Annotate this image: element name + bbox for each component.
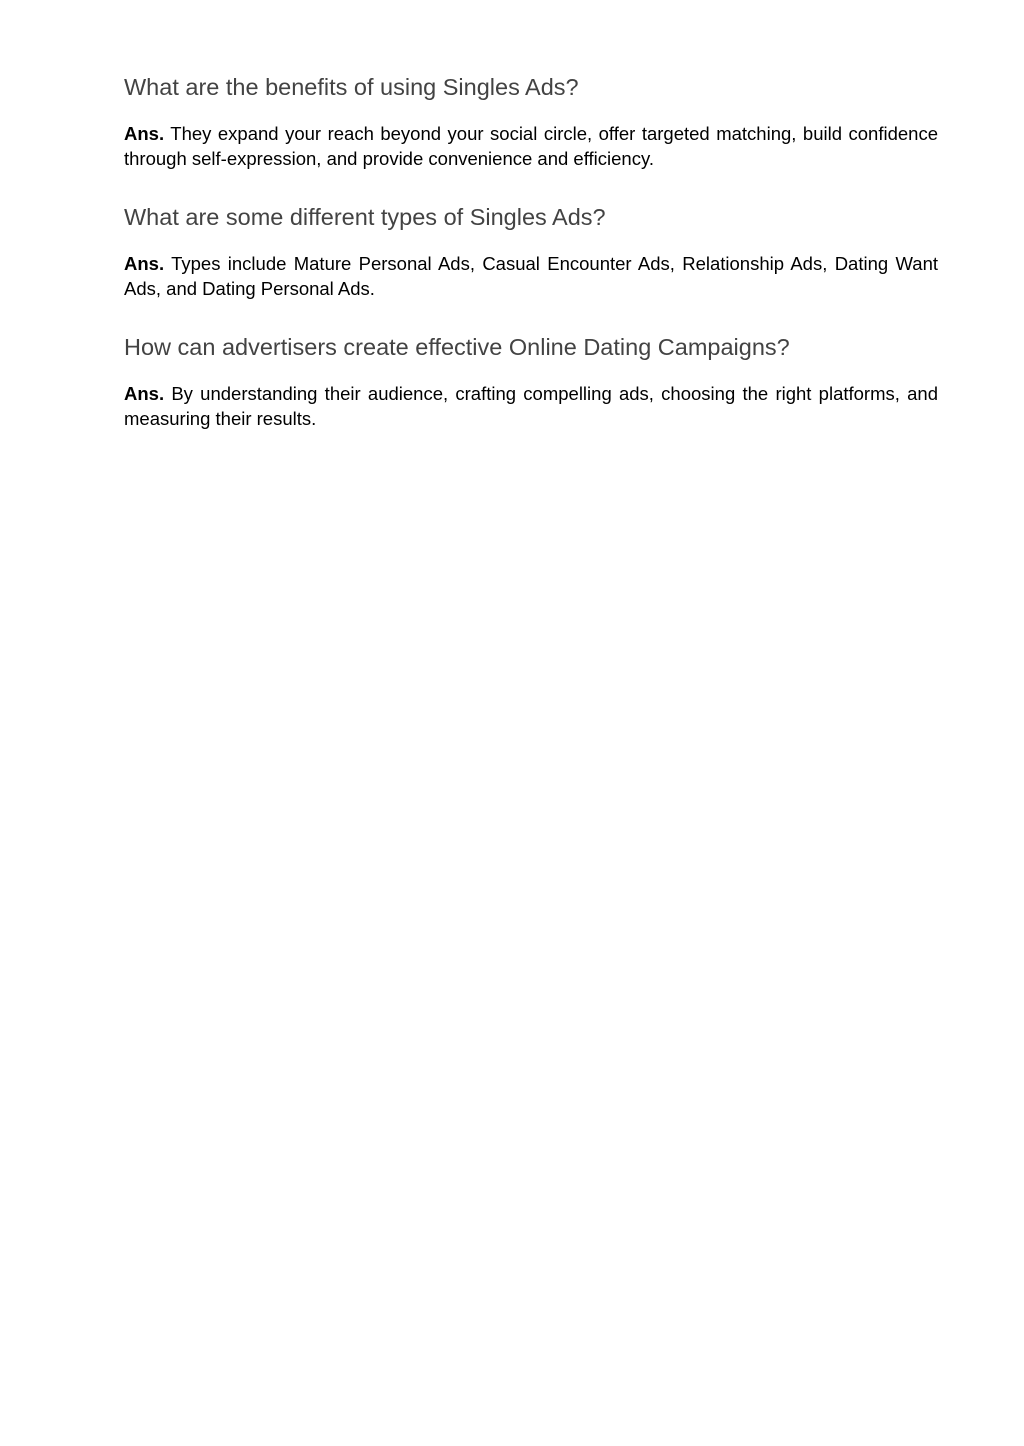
faq-item	[124, 72, 938, 171]
answer-text: Types include Mature Personal Ads, Casual Encounter Ads, Relationship Ads, Dating Want Ads, and Dating Personal Ads.	[124, 253, 938, 299]
answer-label: Ans.	[124, 383, 165, 404]
faq-answer	[124, 251, 938, 301]
answer-label: Ans.	[124, 123, 165, 144]
faq-question: What are some different types of Singles Ads?	[124, 204, 606, 230]
faq-question: How can advertisers create effective Online Dating Campaigns?	[124, 334, 790, 360]
faq-item	[124, 202, 938, 301]
faq-question: What are the benefits of using Singles Ads?	[124, 74, 579, 100]
faq-answer	[124, 381, 938, 431]
answer-text: By understanding their audience, crafting compelling ads, choosing the right platforms, and measuring their results.	[124, 383, 938, 429]
faq-item	[124, 332, 938, 431]
answer-text: They expand your reach beyond your social circle, offer targeted matching, build confidence through self-expression, and provide convenience and efficiency.	[124, 123, 938, 169]
answer-label: Ans.	[124, 253, 165, 274]
faq-answer	[124, 121, 938, 171]
